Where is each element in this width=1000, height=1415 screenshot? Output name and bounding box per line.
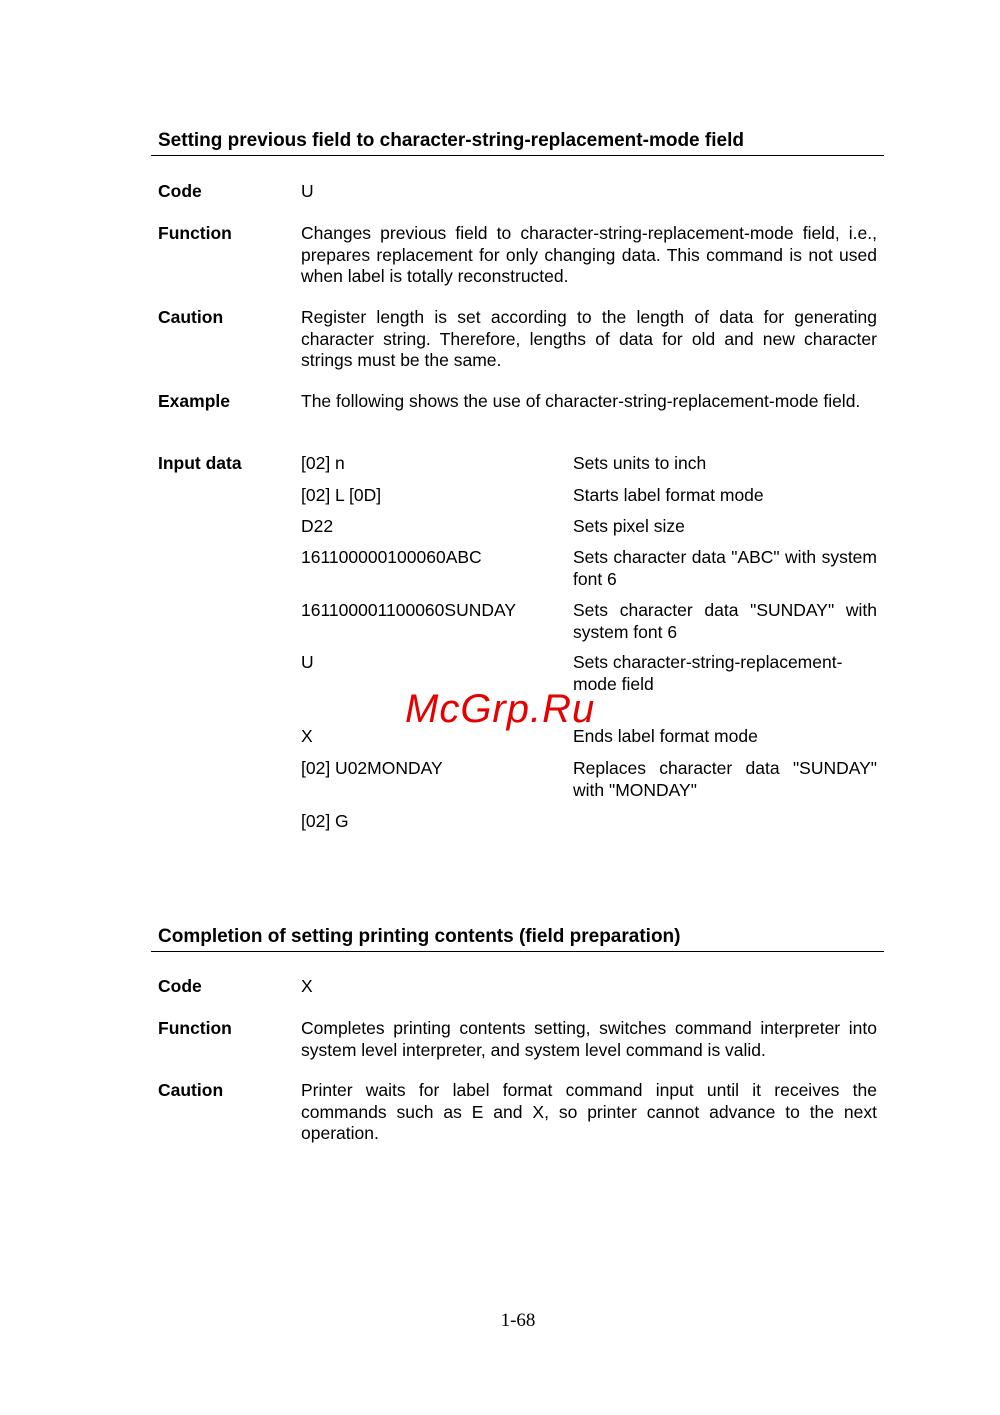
page-number: 1-68 [500,1310,536,1331]
function-text: Changes previous field to character-string-replacement-mode field, i.e., prepares replacement for only changing data. This command is not used when label is totally reconstructed. [301,223,877,286]
input-data-label: Input data [158,453,242,473]
input-description: Starts label format mode [573,485,764,505]
input-command: [02] G [301,811,349,831]
input-command: 161100000100060ABC [301,547,482,567]
input-description: Sets character data "SUNDAY" with system font 6 [573,600,877,642]
input-description: Sets pixel size [573,516,685,536]
input-description: Replaces character data "SUNDAY" with "MONDAY" [573,758,877,800]
code-label: Code [158,976,202,996]
input-command: X [301,726,313,746]
function-label: Function [158,1018,232,1038]
function-text: Completes printing contents setting, switches command interpreter into system level interpreter, and system level command is valid. [301,1018,877,1060]
section1-rule [151,155,884,156]
section2-title: Completion of setting printing contents (field preparation) [158,926,681,947]
input-description: Sets character-string-replacement-mode field [573,652,843,694]
watermark: McGrp.Ru [405,687,596,731]
function-label: Function [158,223,232,243]
input-command: [02] n [301,453,345,473]
code-value: X [301,976,313,996]
example-text: The following shows the use of character-string-replacement-mode field. [301,391,861,411]
input-command: U [301,652,314,672]
caution-label: Caution [158,1080,224,1100]
input-description: Ends label format mode [573,726,758,746]
section1-title: Setting previous field to character-string-replacement-mode field [158,130,744,151]
input-description: Sets character data "ABC" with system font 6 [573,547,877,589]
caution-text: Printer waits for label format command input until it receives the commands such as E and X, so printer cannot advance to the next operation. [301,1080,877,1143]
caution-text: Register length is set according to the length of data for generating character string. Therefore, lengths of data for old and new character strings must be the same. [301,307,877,370]
example-label: Example [158,391,230,411]
input-command: 161100001100060SUNDAY [301,600,517,620]
code-label: Code [158,181,202,201]
input-command: D22 [301,516,334,536]
input-command: [02] U02MONDAY [301,758,443,778]
input-command: [02] L [0D] [301,485,382,505]
caution-label: Caution [158,307,224,327]
code-value: U [301,181,314,201]
input-description: Sets units to inch [573,453,707,473]
section2-rule [151,951,884,952]
